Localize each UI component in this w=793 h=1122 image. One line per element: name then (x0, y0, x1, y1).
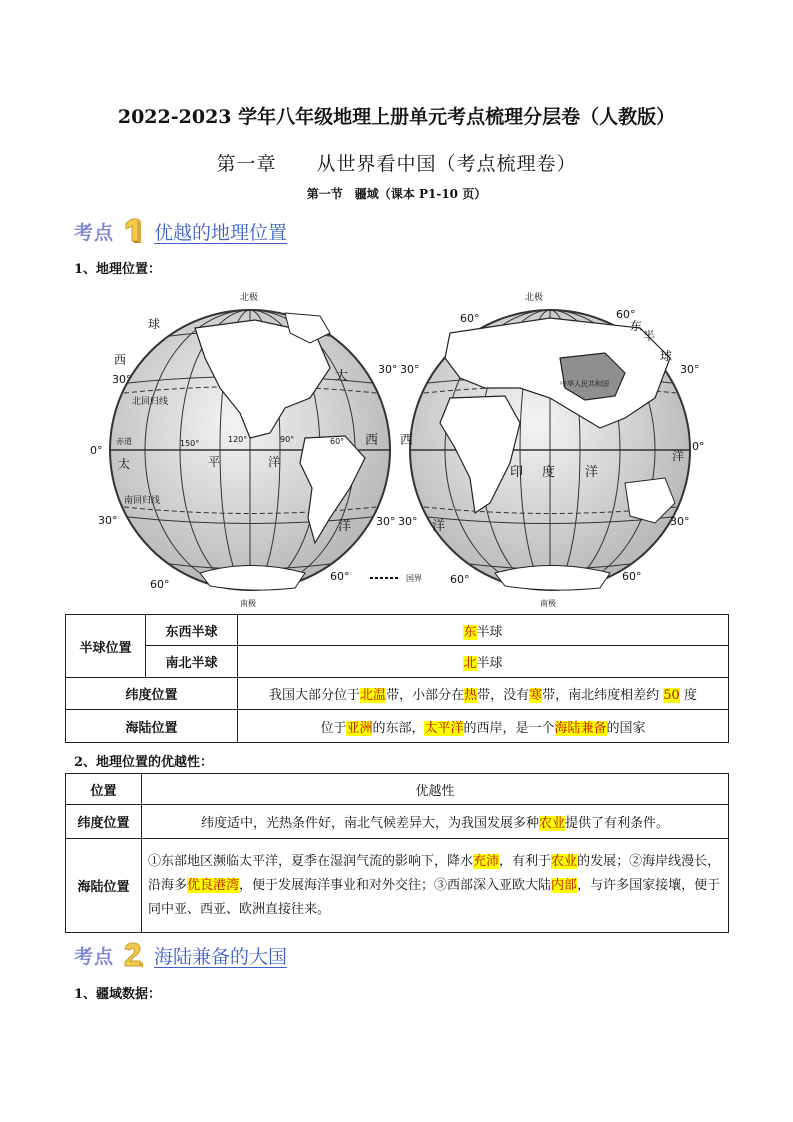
ocean-char-yang: 洋 (268, 455, 281, 469)
answer-agriculture-2: 农业 (551, 853, 578, 869)
ocean-char-da: 大 (335, 369, 349, 384)
map-label-lat30-right-a: 30° (400, 363, 420, 376)
map-label-lon60: 60° (330, 437, 345, 446)
cell-hemisphere-head: 半球位置 (66, 615, 146, 678)
text-seg: ①东部地区濒临太平洋，夏季在湿润气流的影响下，降水 (148, 853, 474, 869)
text-seg: 位于 (320, 720, 347, 736)
answer-pacific: 太平洋 (424, 720, 464, 736)
map-label-tropic-south: 南回归线 (124, 496, 161, 506)
cell-sea-land-value (238, 710, 729, 743)
text-seg: ，与许多国家接壤，便于同中亚、西亚、欧洲直接往来。 (148, 877, 721, 917)
map-label-lat60s-right-a: 60° (450, 573, 470, 586)
ocean-char-yang-5: 洋 (672, 449, 685, 463)
map-label-lat60s-mid: 60° (330, 570, 350, 583)
map-label-lon150: 150° (180, 439, 200, 448)
antarctica-left-shape (200, 566, 305, 591)
cell-ns-label: 南北半球 (146, 646, 238, 678)
answer-north-temperate: 北温 (360, 688, 387, 703)
answer-frigid: 寒 (529, 688, 543, 703)
map-label-lon0-right: 0° (692, 440, 705, 453)
hemi-right-char-3: 球 (660, 349, 673, 363)
answer-agriculture: 农业 (538, 816, 565, 831)
hemi-right-char-2: 半 (643, 329, 656, 343)
text-seg: 我国大部分位于 (269, 688, 361, 703)
text-seg: 的西岸，是一个 (463, 720, 555, 736)
answer-asia: 亚洲 (346, 720, 373, 736)
hemi-left-char-2: 西 (114, 353, 127, 367)
text-seg: 纬度适中，光热条件好，南北气候差异大，为我国发展多种 (200, 816, 539, 831)
ocean-char-yang-3: 洋 (585, 465, 599, 480)
cell-ns-value (238, 646, 729, 678)
ocean-char-tai: 太 (118, 457, 131, 471)
map-label-north-pole-left: 北极 (240, 293, 259, 303)
answer-east: 东 (463, 624, 477, 640)
number-2-icon (122, 941, 144, 969)
cell-latitude-label: 纬度位置 (66, 678, 238, 710)
kaodian-1-heading (74, 214, 287, 248)
cell-sea-land-label-2: 海陆位置 (66, 839, 142, 933)
cell-ew-label: 东西半球 (146, 615, 238, 646)
map-label-lat30s-left: 30° (98, 514, 118, 527)
header-position: 位置 (66, 774, 142, 805)
text-seg: 的国家 (606, 720, 646, 736)
answer-interior: 内部 (551, 877, 578, 893)
text-seg: 带，没有 (477, 688, 530, 703)
ocean-char-yang-2: 洋 (338, 519, 352, 534)
location-table (65, 614, 729, 743)
map-label-lat30-left: 30° (112, 373, 132, 386)
cell-ew-value (238, 615, 729, 646)
cell-sea-land-advantage (142, 839, 729, 933)
document-title: 2022-2023 学年八年级地理上册单元考点梳理分层卷（人教版） (117, 106, 676, 128)
text-seg: 带，小部分在 (386, 688, 465, 703)
kaodian-2-heading (74, 938, 287, 972)
subheading-territory-data: 1、疆域数据： (74, 987, 162, 1002)
answer-north: 北 (463, 656, 477, 671)
text-seg: 带，南北纬度相差约 (542, 688, 664, 703)
ocean-char-xi: 西 (365, 433, 379, 448)
text-seg: 的发展；②海岸线漫长，沿海多 (148, 853, 721, 893)
answer-good-harbors: 优良港湾 (187, 877, 240, 893)
kaodian-word-2: 考点 (74, 945, 115, 968)
number-1-icon (122, 217, 144, 245)
text-seg: ，便于发展海洋事业和对外交往；③西部深入亚欧大陆 (239, 877, 552, 893)
text-seg: ，有利于 (499, 853, 552, 869)
map-label-lat30-right-b: 30° (680, 363, 700, 376)
cell-lat-label-2: 纬度位置 (66, 805, 142, 839)
map-label-south-pole-right: 南极 (540, 599, 556, 608)
ocean-char-yang-4: 洋 (432, 519, 446, 534)
section-title: 第一节 疆域（课本 P1-10 页） (306, 187, 487, 201)
eastern-hemisphere (410, 310, 690, 590)
answer-sea-land: 海陆兼备 (554, 720, 607, 736)
map-label-lon0-left: 0° (90, 444, 103, 457)
hemi-right-char-1: 东 (630, 319, 643, 333)
map-label-equator: 赤道 (116, 437, 132, 446)
kaodian-word: 考点 (74, 221, 115, 244)
world-hemispheres-map (80, 288, 720, 608)
map-label-lat60s-left: 60° (150, 578, 170, 591)
kaodian-topic-2: 海陆兼备的大国 (154, 945, 288, 968)
map-label-china: 中华人民共和国 (560, 380, 609, 388)
text-seg: 提供了有利条件。 (565, 816, 670, 831)
map-label-south-pole-left: 南极 (240, 599, 256, 608)
cell-ns-rest: 半球 (476, 656, 503, 671)
subheading-advantages: 2、地理位置的优越性： (74, 755, 214, 770)
chapter-title: 第一章 从世界看中国（考点梳理卷） (216, 153, 577, 175)
map-label-lat60s-right-b: 60° (622, 570, 642, 583)
map-label-lat30s-mid: 30° (376, 515, 396, 528)
advantages-table (65, 773, 729, 933)
header-advantage: 优越性 (142, 774, 729, 805)
map-label-lon90: 90° (280, 435, 295, 444)
kaodian-topic: 优越的地理位置 (154, 221, 288, 244)
border-legend-label: 国界 (406, 574, 422, 583)
answer-abundant: 充沛 (473, 853, 500, 869)
cell-lat-advantage (142, 805, 729, 839)
text-seg: 的东部， (372, 720, 425, 736)
map-label-lat30-mid: 30° (378, 363, 398, 376)
subheading-location: 1、地理位置： (74, 262, 162, 277)
ocean-char-du: 度 (542, 465, 556, 480)
western-hemisphere (110, 310, 390, 590)
map-label-lat30s-right-b: 30° (670, 515, 690, 528)
map-label-lat60-right-a: 60° (460, 312, 480, 325)
ocean-char-xi-2: 西 (400, 433, 414, 448)
text-seg: 度 (679, 688, 697, 703)
ocean-char-yin: 印 (510, 465, 524, 480)
hemi-left-char-1: 球 (148, 317, 161, 331)
cell-sea-land-label: 海陆位置 (66, 710, 238, 743)
answer-50: 50 (663, 688, 680, 703)
answer-tropical: 热 (464, 688, 478, 703)
cell-ew-rest: 半球 (476, 624, 503, 640)
map-label-lon120: 120° (228, 435, 248, 444)
map-label-lat60-right-b: 60° (616, 308, 636, 321)
map-label-tropic-north: 北回归线 (132, 397, 169, 407)
cell-latitude-value (238, 678, 729, 710)
map-label-north-pole-right: 北极 (525, 293, 544, 303)
antarctica-right-shape (495, 566, 610, 591)
map-label-lat30s-right-a: 30° (398, 515, 418, 528)
ocean-char-ping: 平 (208, 455, 221, 469)
